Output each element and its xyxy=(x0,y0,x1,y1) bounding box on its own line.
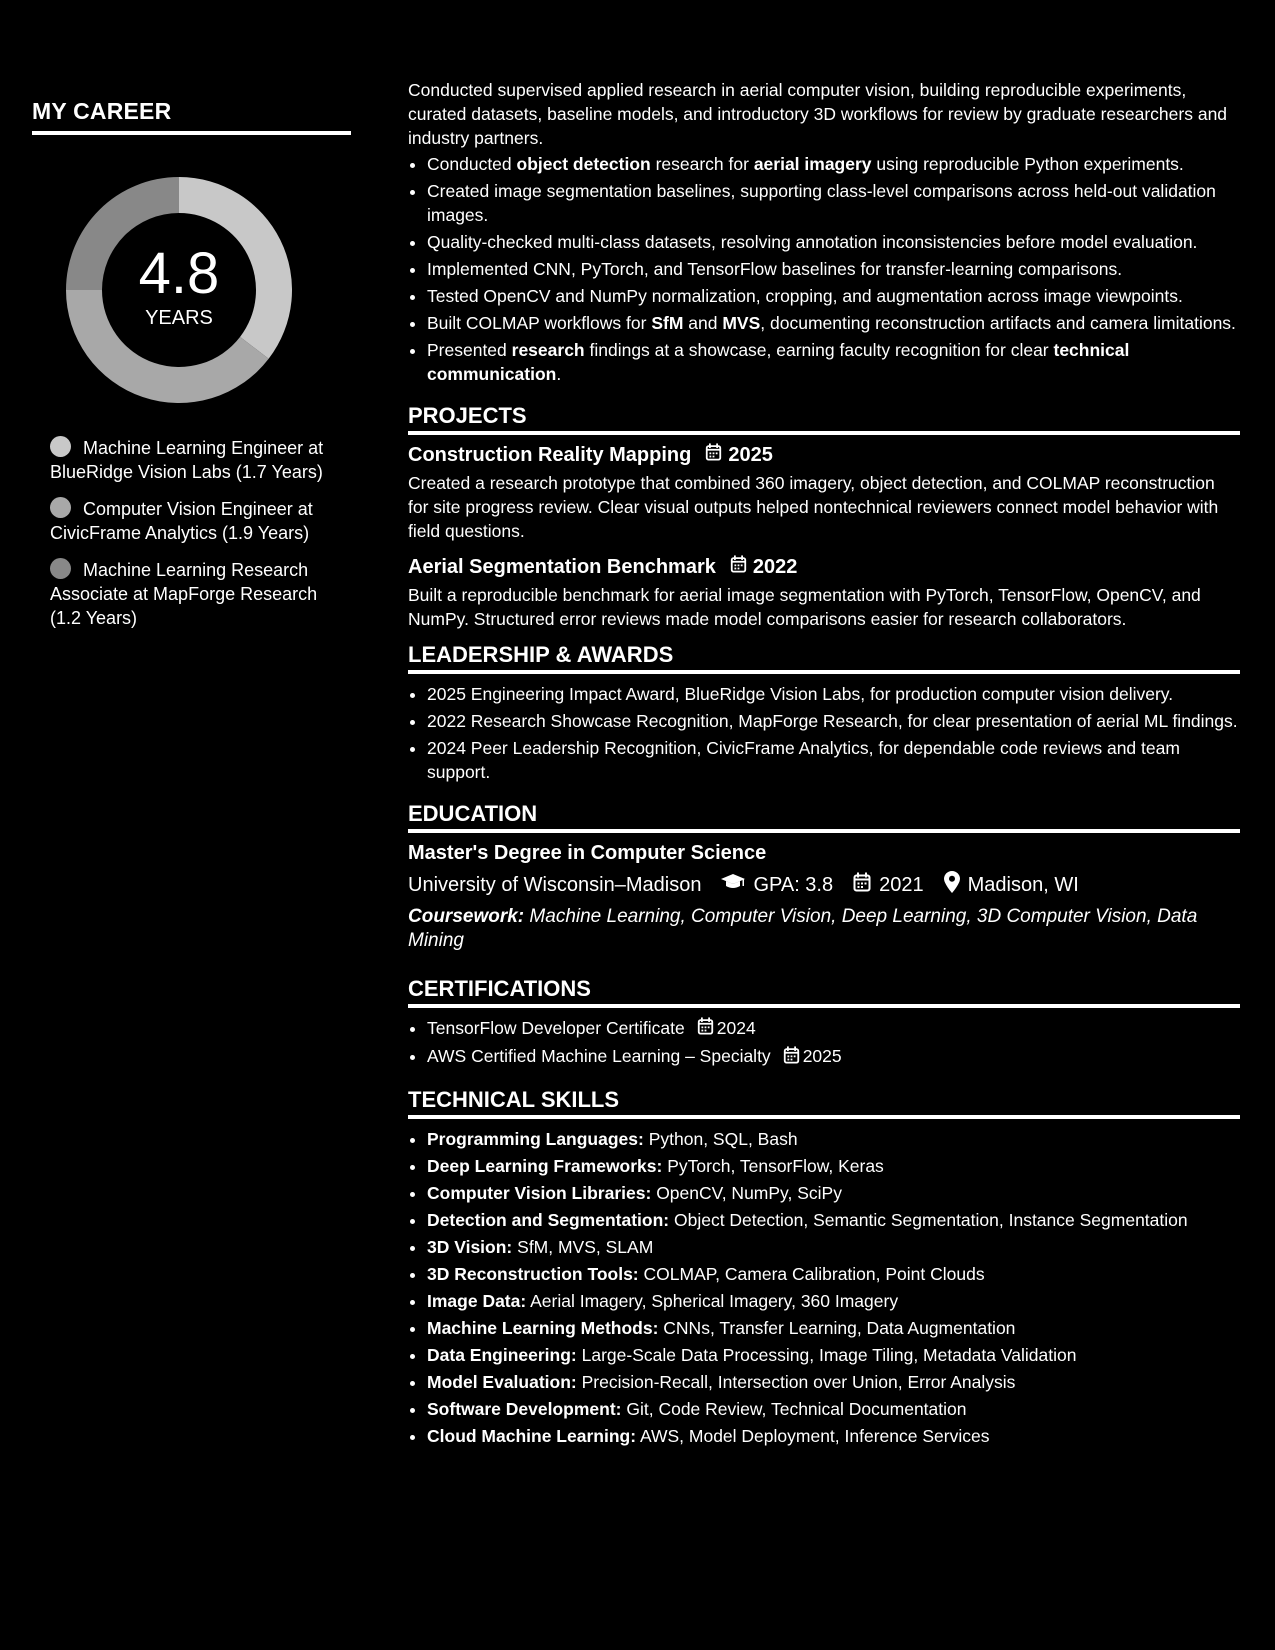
bullet-text: Presented xyxy=(427,340,512,360)
bullet-bold-text: aerial imagery xyxy=(753,154,872,174)
experience-bullet xyxy=(427,257,1240,281)
bullet-bold-text: object detection xyxy=(516,154,651,174)
skill-category: 3D Vision: xyxy=(427,1236,513,1257)
projects-heading: PROJECTS xyxy=(408,404,1240,435)
experience-bullet xyxy=(427,179,1240,227)
project-description: Built a reproducible benchmark for aerial image segmentation with PyTorch, TensorFlow, OpenCV, and NumPy. Structured error reviews made model comparisons easier for research collaborators. xyxy=(408,585,1201,629)
skill-category: Image Data: xyxy=(427,1290,527,1311)
project-name: Aerial Segmentation Benchmark xyxy=(408,556,716,578)
skill-item xyxy=(427,1424,1240,1448)
projects-list xyxy=(408,443,1240,631)
legend-dot xyxy=(50,436,71,457)
skill-item xyxy=(427,1289,1240,1313)
skill-values: Large-Scale Data Processing, Image Tiling, Metadata Validation xyxy=(581,1344,1077,1365)
certifications-list xyxy=(408,1016,1240,1070)
bullet-text: Built COLMAP workflows for xyxy=(427,313,652,333)
bullet-text: Implemented CNN, PyTorch, and TensorFlow baselines for transfer-learning comparisons. xyxy=(427,259,1123,279)
career-role-text: Machine Learning Research Associate at MapForge Research (1.2 Years) xyxy=(50,560,318,628)
skill-category: Detection and Segmentation: xyxy=(427,1209,670,1230)
skill-values: Precision-Recall, Intersection over Union, Error Analysis xyxy=(581,1371,1016,1392)
education-degree: Master's Degree in Computer Science xyxy=(408,842,767,864)
skill-item xyxy=(427,1181,1240,1205)
bullet-text: Tested OpenCV and NumPy normalization, cropping, and augmentation across image viewpoints. xyxy=(427,286,1183,306)
bullet-text: , documenting reconstruction artifacts and camera limitations. xyxy=(760,313,1236,333)
skill-item xyxy=(427,1397,1240,1421)
calendar-icon xyxy=(705,443,722,467)
main-content xyxy=(408,78,1240,1451)
sidebar xyxy=(0,0,380,1650)
award-item: • 2022 Research Showcase Recognition, MapForge Research, for clear presentation of aerial ML findings. xyxy=(427,709,1240,733)
calendar-icon xyxy=(697,1017,714,1041)
career-list xyxy=(50,436,335,643)
skill-category: Computer Vision Libraries: xyxy=(427,1182,652,1203)
skill-category: Data Engineering: xyxy=(427,1344,577,1365)
project-year: 2025 xyxy=(728,444,773,466)
skill-values: SfM, MVS, SLAM xyxy=(517,1236,654,1257)
bullet-text: findings at a showcase, earning faculty recognition for clear xyxy=(584,340,1054,360)
skill-item xyxy=(427,1235,1240,1259)
map-pin-icon xyxy=(944,871,960,899)
calendar-icon xyxy=(783,1046,800,1070)
project-header xyxy=(408,443,1240,467)
education-details xyxy=(408,871,1240,899)
skill-values: Git, Code Review, Technical Documentation xyxy=(626,1398,967,1419)
certification-name: AWS Certified Machine Learning – Specialty xyxy=(427,1046,771,1067)
bullet-text: using reproducible Python experiments. xyxy=(871,154,1184,174)
experience-intro: Conducted supervised applied research in aerial computer vision, building reproducible experiments, curated datasets, baseline models, and introductory 3D workflows for review by graduate researchers and industry partners. xyxy=(408,80,1228,148)
experience-bullet xyxy=(427,311,1240,335)
career-donut-chart xyxy=(66,177,292,403)
skill-category: Deep Learning Frameworks: xyxy=(427,1155,663,1176)
skill-item xyxy=(427,1127,1240,1151)
coursework-list: Machine Learning, Computer Vision, Deep Learning, 3D Computer Vision, Data Mining xyxy=(408,906,1198,951)
legend-dot xyxy=(50,558,71,579)
career-item xyxy=(50,497,335,545)
education-gpa: GPA: 3.8 xyxy=(753,874,834,896)
skill-item xyxy=(427,1262,1240,1286)
bullet-text: . xyxy=(556,364,562,384)
leadership-heading: LEADERSHIP & AWARDS xyxy=(408,643,1240,674)
calendar-icon xyxy=(730,555,747,579)
education-coursework xyxy=(408,905,1240,953)
career-role-text: Machine Learning Engineer at BlueRidge Vision Labs (1.7 Years) xyxy=(50,438,324,482)
skill-item xyxy=(427,1316,1240,1340)
experience-bullet xyxy=(427,284,1240,308)
bullet-bold-text: technical communication xyxy=(427,340,1130,384)
skill-category: 3D Reconstruction Tools: xyxy=(427,1263,639,1284)
skill-values: Python, SQL, Bash xyxy=(648,1128,798,1149)
skill-values: COLMAP, Camera Calibration, Point Clouds xyxy=(643,1263,985,1284)
legend-dot xyxy=(50,497,71,518)
bullet-text: Quality-checked multi-class datasets, resolving annotation inconsistencies before model evaluation. xyxy=(427,232,1198,252)
skill-values: CNNs, Transfer Learning, Data Augmentation xyxy=(663,1317,1016,1338)
experience-bullets xyxy=(408,152,1240,386)
certification-item xyxy=(427,1044,1240,1069)
education-heading: EDUCATION xyxy=(408,802,1240,833)
skill-values: Aerial Imagery, Spherical Imagery, 360 Imagery xyxy=(530,1290,899,1311)
award-item: • 2025 Engineering Impact Award, BlueRidge Vision Labs, for production computer vision delivery. xyxy=(427,682,1240,706)
career-heading: MY CAREER xyxy=(32,98,351,135)
bullet-text: Conducted xyxy=(427,154,517,174)
award-item: • 2024 Peer Leadership Recognition, CivicFrame Analytics, for dependable code reviews and team support. xyxy=(427,736,1240,784)
skills-list xyxy=(408,1127,1240,1448)
skill-values: AWS, Model Deployment, Inference Services xyxy=(639,1425,990,1446)
bullet-bold-text: SfM xyxy=(651,313,684,333)
skill-category: Programming Languages: xyxy=(427,1128,644,1149)
skill-category: Software Development: xyxy=(427,1398,622,1419)
project-year: 2022 xyxy=(752,556,798,578)
bullet-bold-text: research xyxy=(511,340,585,360)
career-role-text: Computer Vision Engineer at CivicFrame Analytics (1.9 Years) xyxy=(50,499,313,543)
skill-item xyxy=(427,1370,1240,1394)
donut-center xyxy=(66,177,292,403)
total-years-value: 4.8 xyxy=(138,240,220,306)
skill-values: Object Detection, Semantic Segmentation, Instance Segmentation xyxy=(673,1209,1188,1230)
leadership-list xyxy=(408,682,1240,784)
skill-item xyxy=(427,1154,1240,1178)
project-description: Created a research prototype that combined 360 imagery, object detection, and COLMAP reconstruction for site progress review. Clear visual outputs helped nontechnical reviewers connect model behavior with field questions. xyxy=(408,473,1219,541)
bullet-bold-text: MVS xyxy=(722,313,761,333)
skills-heading: TECHNICAL SKILLS xyxy=(408,1088,1240,1119)
experience-bullet xyxy=(427,230,1240,254)
career-item xyxy=(50,436,335,484)
skill-category: Model Evaluation: xyxy=(427,1371,577,1392)
certification-year: 2024 xyxy=(716,1018,756,1038)
bullet-text: Created image segmentation baselines, supporting class-level comparisons across held-out validation images. xyxy=(427,181,1216,225)
skill-values: PyTorch, TensorFlow, Keras xyxy=(667,1155,884,1176)
skill-category: Machine Learning Methods: xyxy=(427,1317,659,1338)
education-location: Madison, WI xyxy=(967,874,1079,896)
bullet-text: research for xyxy=(650,154,754,174)
career-item xyxy=(50,558,335,630)
total-years-unit: YEARS xyxy=(145,306,213,329)
certifications-heading: CERTIFICATIONS xyxy=(408,977,1240,1008)
project-name: Construction Reality Mapping xyxy=(408,444,692,466)
education-year: 2021 xyxy=(879,874,924,896)
calendar-icon xyxy=(853,872,871,898)
experience-bullet xyxy=(427,152,1240,176)
experience-bullet xyxy=(427,338,1240,386)
certification-year: 2025 xyxy=(802,1046,842,1067)
certification-item xyxy=(427,1016,1240,1041)
bullet-text: and xyxy=(683,313,723,333)
certification-name: TensorFlow Developer Certificate xyxy=(427,1018,685,1038)
coursework-label: Coursework: xyxy=(408,906,525,927)
skill-category: Cloud Machine Learning: xyxy=(427,1425,637,1446)
education-school: University of Wisconsin–Madison xyxy=(408,874,702,896)
project-header xyxy=(408,555,1240,579)
graduation-cap-icon xyxy=(721,872,745,898)
skill-item xyxy=(427,1343,1240,1367)
skill-values: OpenCV, NumPy, SciPy xyxy=(656,1182,842,1203)
skill-item xyxy=(427,1208,1240,1232)
